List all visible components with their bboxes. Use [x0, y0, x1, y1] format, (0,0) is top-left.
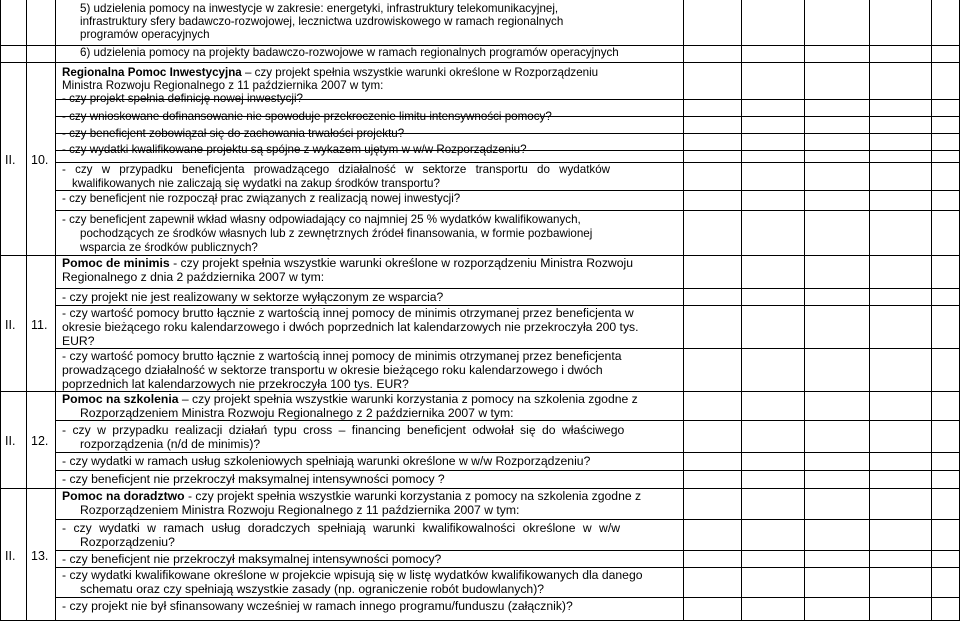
list-item: 5) udzielenia pomocy na inwestycje w zakresie: energetyki, infrastruktury telekomunikacyjnej,	[80, 2, 559, 15]
row-number: 11.	[31, 318, 48, 332]
question-cont: wsparcia ze środków publicznych?	[80, 241, 258, 254]
question: - czy w przypadku beneficjenta prowadzącego działalność w sektorze transportu do wydatków	[62, 163, 611, 176]
section-heading-cont: Regionalnego z dnia 2 października 2007 w tym:	[62, 270, 325, 284]
row-number: 10.	[31, 153, 49, 167]
section-roman: II.	[5, 549, 16, 563]
question: - czy beneficjent nie przekroczył maksymalnej intensywności pomocy?	[62, 552, 442, 566]
question: - czy wartość pomocy brutto łącznie z wartością innej pomocy de minimis otrzymanej przez beneficjenta w	[62, 306, 634, 320]
list-item: infrastruktury sfery badawczo-rozwojowej, lecznictwa uzdrowiskowego w ramach regionalnych	[80, 15, 564, 28]
section-roman: II.	[5, 434, 16, 448]
question-cont: pochodzących ze środków własnych lub z zewnętrznych źródeł finansowania, w formie pozbawionej	[80, 227, 593, 240]
section-heading: Pomoc na doradztwo - czy projekt spełnia wszystkie warunki korzystania z pomocy na szkolenia zgodne z	[62, 489, 642, 503]
question: - czy beneficjent nie przekroczył maksymalnej intensywności pomocy ?	[62, 472, 445, 486]
question: - czy wydatki w ramach usług doradczych spełniają warunki kwalifikowalności określone w w/w	[62, 521, 621, 535]
section-roman: II.	[5, 153, 16, 167]
question-cont: Rozporządzeniu?	[80, 535, 175, 549]
row-number: 12.	[31, 434, 49, 448]
question-cont: prowadzącego działalność w sektorze transportu w okresie bieżącego roku kalendarzowego i dwóch	[62, 363, 603, 377]
question-cont: EUR?	[62, 334, 95, 348]
row-number: 13.	[31, 549, 49, 563]
question: - czy beneficjent zobowiązał się do zachowania trwałości projektu?	[62, 127, 405, 140]
question-cont: poprzednich lat kalendarzowych nie przekroczyła 100 tys. EUR?	[62, 377, 409, 391]
question: - czy projekt spełnia definicję nowej inwestycji?	[62, 92, 304, 105]
question-cont: rozporządzenia (n/d de minimis)?	[80, 437, 261, 451]
question: - czy wydatki kwalifikowane projektu są spójne z wykazem ujętym w w/w Rozporządzeniu?	[62, 143, 527, 156]
section-heading: Regionalna Pomoc Inwestycyjna – czy projekt spełnia wszystkie warunki określone w Rozporządzeniu	[62, 66, 599, 79]
section-heading: Pomoc na szkolenia – czy projekt spełnia wszystkie warunki korzystania z pomocy na szkolenia zgodne z	[62, 392, 638, 406]
question: - czy w przypadku realizacji działań typu cross – financing beneficjent odwołał się do właściwego	[62, 423, 625, 437]
list-item: 6) udzielenia pomocy na projekty badawczo-rozwojowe w ramach regionalnych programów operacyjnych	[80, 46, 619, 59]
section-heading-cont: Rozporządzeniem Ministra Rozwoju Regionalnego z 11 października 2007 w tym:	[80, 503, 520, 517]
question-cont: kwalifikowanych nie zaliczają się wydatki na zakup środków transportu?	[72, 177, 440, 190]
question-cont: schematu oraz czy spełniają wszystkie zasady (np. ograniczenie robót budowlanych)?	[80, 582, 545, 596]
question-cont: okresie bieżącego roku kalendarzowego i dwóch poprzednich lat kalendarzowych nie przekroczyła 200 tys.	[62, 320, 639, 334]
question: - czy wydatki w ramach usług szkoleniowych spełniają warunki określone w w/w Rozporządzeniu?	[62, 454, 591, 468]
section-heading-cont: Rozporządzeniem Ministra Rozwoju Regionalnego z 2 października 2007 w tym:	[80, 406, 514, 420]
question: - czy projekt nie był sfinansowany wcześniej w ramach innego programu/funduszu (załącznik)?	[62, 599, 573, 613]
question: - czy wydatki kwalifikowane określone w projekcie wpisują się w listę wydatków kwalifikowanych dla danego	[62, 568, 643, 582]
question: - czy projekt nie jest realizowany w sektorze wyłączonym ze wsparcia?	[62, 290, 444, 304]
list-item: programów operacyjnych	[80, 28, 210, 41]
question: - czy wartość pomocy brutto łącznie z wartością innej pomocy de minimis otrzymanej przez beneficjenta	[62, 349, 622, 363]
section-roman: II.	[5, 318, 16, 332]
section-heading-cont: Ministra Rozwoju Regionalnego z 11 października 2007 w tym:	[62, 79, 384, 92]
question: - czy beneficjent nie rozpoczął prac związanych z realizacją nowej inwestycji?	[62, 192, 461, 205]
section-heading: Pomoc de minimis - czy projekt spełnia wszystkie warunki określone w rozporządzeniu Ministra Rozwoju	[62, 256, 633, 270]
question: - czy wnioskowane dofinansowanie nie spowoduje przekroczenie limitu intensywności pomocy?	[62, 110, 552, 123]
question: - czy beneficjent zapewnił wkład własny odpowiadający co najmniej 25 % wydatków kwalifikowanych,	[62, 213, 581, 226]
